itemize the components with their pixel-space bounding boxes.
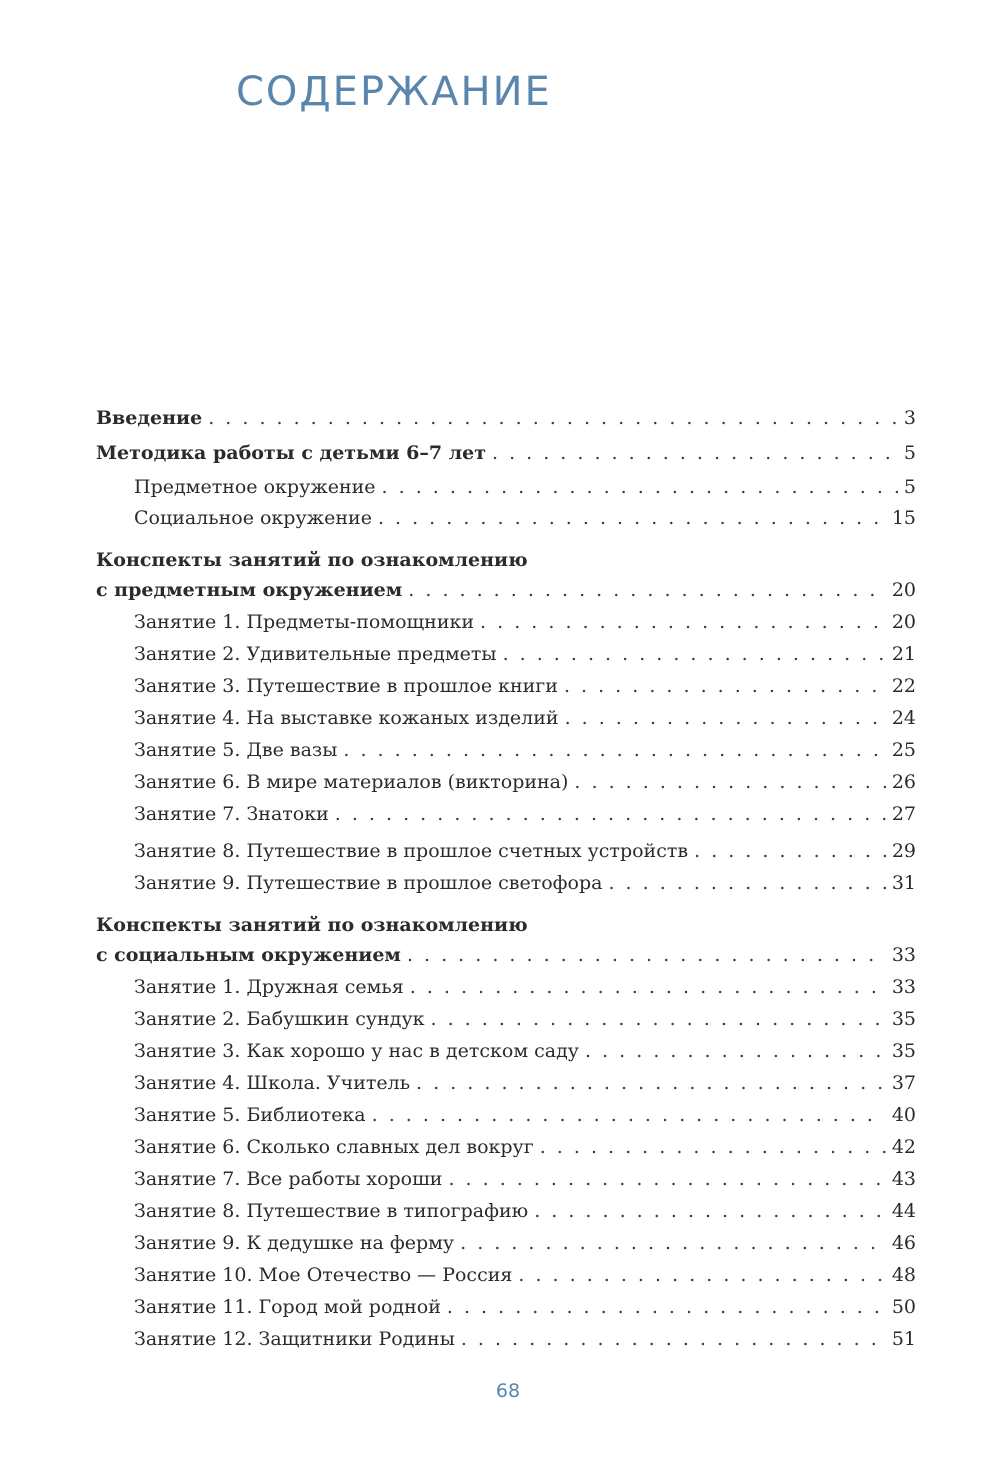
toc-entry-page: 26	[891, 771, 916, 793]
dot-leader	[608, 871, 885, 895]
toc-entry-label: Занятие 10. Мое Отечество — Россия	[134, 1264, 513, 1286]
toc-entry-label: Занятие 6. Сколько славных дел вокруг	[134, 1136, 534, 1158]
toc-entry-label: Занятие 1. Предметы-помощники	[134, 611, 475, 633]
toc-entry-page: 5	[903, 442, 916, 464]
dot-leader	[492, 441, 898, 465]
section-heading-line: Конспекты занятий по ознакомлению	[96, 914, 528, 936]
toc-entry-label: Занятие 3. Путешествие в прошлое книги	[134, 675, 558, 697]
toc-entry-label: Занятие 11. Город мой родной	[134, 1296, 441, 1318]
dot-leader	[382, 475, 898, 499]
section-heading-line: Конспекты занятий по ознакомлению	[96, 549, 528, 571]
dot-leader	[208, 406, 898, 430]
toc-entry-label: с предметным окружением	[96, 579, 403, 601]
dot-leader	[448, 1167, 885, 1191]
toc-entry[interactable]	[134, 506, 916, 530]
toc-entry-methodology[interactable]	[96, 441, 916, 465]
toc-entry-label: Занятие 8. Путешествие в типографию	[134, 1200, 529, 1222]
toc-entry-label: Занятие 2. Бабушкин сундук	[134, 1008, 425, 1030]
toc-entry[interactable]	[134, 642, 916, 666]
dot-leader	[585, 1039, 886, 1063]
toc-entry-page: 42	[891, 1136, 916, 1158]
dot-leader	[372, 1103, 886, 1127]
toc-entry[interactable]	[134, 1263, 916, 1287]
toc-entry-page: 33	[891, 944, 916, 966]
toc-entry[interactable]	[134, 674, 916, 698]
toc-entry[interactable]	[134, 839, 916, 863]
dot-leader	[460, 1231, 886, 1255]
toc-entry-page: 50	[891, 1296, 916, 1318]
toc-entry[interactable]	[134, 1071, 916, 1095]
toc-entry[interactable]	[134, 1167, 916, 1191]
toc-entry-page: 43	[891, 1168, 916, 1190]
toc-entry-label: Занятие 1. Дружная семья	[134, 976, 404, 998]
dot-leader	[540, 1135, 886, 1159]
dot-leader	[461, 1327, 886, 1351]
toc-entry-page: 3	[903, 407, 916, 429]
toc-entry-objects-section[interactable]	[96, 578, 916, 602]
toc-entry[interactable]	[134, 1231, 916, 1255]
toc-entry-page: 27	[891, 803, 916, 825]
toc-entry[interactable]	[134, 610, 916, 634]
toc-entry-page: 51	[891, 1328, 916, 1350]
toc-entry[interactable]	[134, 1103, 916, 1127]
dot-leader	[343, 738, 885, 762]
toc-entry-label: Занятие 7. Знатоки	[134, 803, 329, 825]
toc-entry[interactable]	[134, 1135, 916, 1159]
toc-entry[interactable]	[134, 1295, 916, 1319]
toc-entry-page: 25	[891, 739, 916, 761]
toc-entry-page: 37	[891, 1072, 916, 1094]
toc-entry-label: Занятие 2. Удивительные предметы	[134, 643, 497, 665]
toc-entry-label: Введение	[96, 407, 203, 429]
dot-leader	[503, 642, 886, 666]
dot-leader	[378, 506, 886, 530]
toc-entry-page: 44	[891, 1200, 916, 1222]
toc-entry[interactable]	[134, 1039, 916, 1063]
toc-entry-page: 35	[891, 1040, 916, 1062]
dot-leader	[410, 975, 886, 999]
page-title: СОДЕРЖАНИЕ	[236, 69, 552, 115]
toc-entry-intro[interactable]	[96, 406, 916, 430]
toc-entry-label: Занятие 4. Школа. Учитель	[134, 1072, 411, 1094]
toc-entry-label: Предметное окружение	[134, 476, 376, 498]
dot-leader	[407, 943, 886, 967]
toc-entry[interactable]	[134, 706, 916, 730]
toc-entry-label: Занятие 6. В мире материалов (викторина)	[134, 771, 569, 793]
toc-entry-label: с социальным окружением	[96, 944, 401, 966]
toc-entry[interactable]	[134, 871, 916, 895]
toc-entry-page: 40	[891, 1104, 916, 1126]
toc-entry-label: Занятие 3. Как хорошо у нас в детском саду	[134, 1040, 579, 1062]
page-number: 68	[495, 1380, 521, 1402]
dot-leader	[518, 1263, 885, 1287]
toc-entry[interactable]	[134, 770, 916, 794]
toc-entry-page: 20	[891, 579, 916, 601]
dot-leader	[694, 839, 886, 863]
dot-leader	[534, 1199, 886, 1223]
toc-entry-label: Занятие 9. К дедушке на ферму	[134, 1232, 455, 1254]
dot-leader	[574, 770, 885, 794]
toc-entry-page: 35	[891, 1008, 916, 1030]
toc-entry[interactable]	[134, 1007, 916, 1031]
toc-entry-page: 31	[891, 872, 916, 894]
toc-entry-label: Занятие 4. На выставке кожаных изделий	[134, 707, 559, 729]
toc-entry[interactable]	[134, 475, 916, 499]
toc-entry-label: Социальное окружение	[134, 507, 372, 529]
toc-entry-page: 48	[891, 1264, 916, 1286]
toc-entry[interactable]	[134, 1199, 916, 1223]
toc-entry-page: 24	[891, 707, 916, 729]
toc-entry-page: 21	[891, 643, 916, 665]
toc-entry-page: 22	[891, 675, 916, 697]
toc-entry-page: 33	[891, 976, 916, 998]
toc-entry-label: Занятие 7. Все работы хороши	[134, 1168, 443, 1190]
toc-entry-page: 29	[891, 840, 916, 862]
toc-entry[interactable]	[134, 738, 916, 762]
toc-entry-page: 15	[891, 507, 916, 529]
toc-entry[interactable]	[134, 1327, 916, 1351]
dot-leader	[335, 802, 886, 826]
toc-entry-label: Методика работы с детьми 6–7 лет	[96, 442, 486, 464]
toc-entry-label: Занятие 5. Две вазы	[134, 739, 338, 761]
dot-leader	[431, 1007, 886, 1031]
toc-entry-label: Занятие 9. Путешествие в прошлое светофора	[134, 872, 603, 894]
toc-entry-page: 5	[903, 476, 916, 498]
dot-leader	[564, 674, 886, 698]
dot-leader	[408, 578, 886, 602]
toc-entry-social-section[interactable]	[96, 943, 916, 967]
toc-entry-page: 20	[891, 611, 916, 633]
toc-entry[interactable]	[134, 802, 916, 826]
toc-entry-label: Занятие 8. Путешествие в прошлое счетных устройств	[134, 840, 689, 862]
toc-entry-page: 46	[891, 1232, 916, 1254]
toc-entry[interactable]	[134, 975, 916, 999]
dot-leader	[565, 706, 886, 730]
toc-entry-label: Занятие 12. Защитники Родины	[134, 1328, 455, 1350]
toc-entry-label: Занятие 5. Библиотека	[134, 1104, 366, 1126]
dot-leader	[480, 610, 886, 634]
dot-leader	[416, 1071, 886, 1095]
dot-leader	[447, 1295, 886, 1319]
